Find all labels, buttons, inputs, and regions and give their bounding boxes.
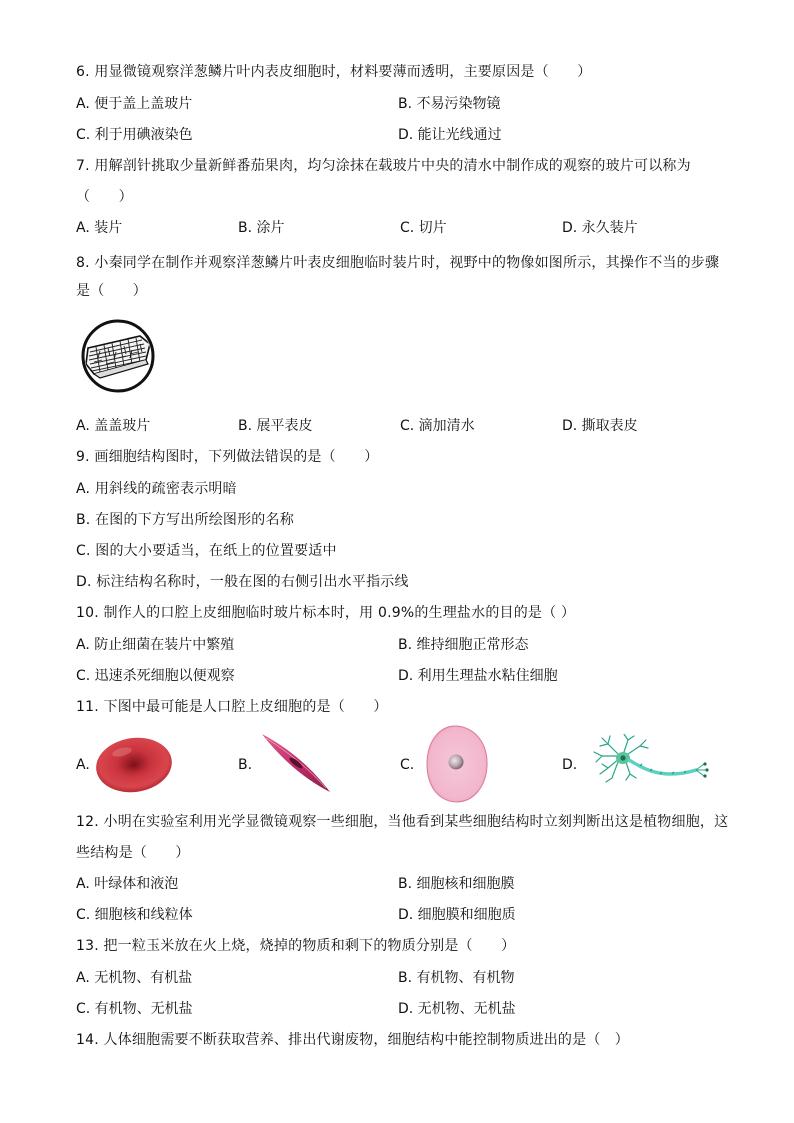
q7-option-a: A. 装片 xyxy=(76,220,123,236)
q7-option-b: B. 涂片 xyxy=(238,220,285,236)
q9-option-c: C. 图的大小要适当，在纸上的位置要适中 xyxy=(76,543,337,559)
q6-option-a: A. 便于盖上盖玻片 xyxy=(76,96,193,112)
q11-stem: 11. 下图中最可能是人口腔上皮细胞的是（ ） xyxy=(76,699,388,715)
q12-option-a: A. 叶绿体和液泡 xyxy=(76,876,179,892)
q7-stem-cont: （ ） xyxy=(76,189,133,205)
q11-option-a-label: A. xyxy=(76,757,90,773)
q11-oral-epithelial-cell-image xyxy=(424,724,490,804)
q11-option-d-label: D. xyxy=(562,757,578,773)
q9-option-d: D. 标注结构名称时，一般在图的右侧引出水平指示线 xyxy=(76,574,409,590)
q10-stem: 10. 制作人的口腔上皮细胞临时玻片标本时，用 0.9%的生理盐水的目的是（ ） xyxy=(76,605,576,621)
q10-option-a: A. 防止细菌在装片中繁殖 xyxy=(76,637,235,653)
q11-red-blood-cell-image xyxy=(92,734,176,796)
q11-neuron-image xyxy=(590,734,714,792)
q13-option-d: D. 无机物、无机盐 xyxy=(398,1001,516,1017)
q9-option-a: A. 用斜线的疏密表示明暗 xyxy=(76,481,237,497)
q8-microscope-view-figure xyxy=(80,318,158,394)
q7-option-c: C. 切片 xyxy=(400,220,447,236)
q8-option-d: D. 撕取表皮 xyxy=(562,418,638,434)
q8-stem: 8. 小秦同学在制作并观察洋葱鳞片叶表皮细胞临时装片时，视野中的物像如图所示，其操作不当的步骤 xyxy=(76,255,720,271)
q9-option-b: B. 在图的下方写出所绘图形的名称 xyxy=(76,512,294,528)
q11-option-c-label: C. xyxy=(400,757,415,773)
q6-option-d: D. 能让光线通过 xyxy=(398,127,502,143)
q8-option-b: B. 展平表皮 xyxy=(238,418,313,434)
q13-option-b: B. 有机物、有机物 xyxy=(398,970,515,986)
q9-stem: 9. 画细胞结构图时，下列做法错误的是（ ） xyxy=(76,449,379,465)
q12-option-d: D. 细胞膜和细胞质 xyxy=(398,907,516,923)
q6-option-b: B. 不易污染物镜 xyxy=(398,96,501,112)
q6-option-c: C. 利于用碘液染色 xyxy=(76,127,193,143)
q12-stem: 12. 小明在实验室利用光学显微镜观察一些细胞，当他看到某些细胞结构时立刻判断出这是植物细胞，这 xyxy=(76,814,729,830)
q7-option-d: D. 永久装片 xyxy=(562,220,638,236)
q8-option-a: A. 盖盖玻片 xyxy=(76,418,151,434)
q10-option-d: D. 利用生理盐水粘住细胞 xyxy=(398,668,558,684)
q13-option-c: C. 有机物、无机盐 xyxy=(76,1001,193,1017)
q14-stem: 14. 人体细胞需要不断获取营养、排出代谢废物，细胞结构中能控制物质进出的是（ ） xyxy=(76,1032,629,1048)
q7-stem: 7. 用解剖针挑取少量新鲜番茄果肉，均匀涂抹在载玻片中央的清水中制作成的观察的玻片可以称为 xyxy=(76,158,691,174)
q6-stem: 6. 用显微镜观察洋葱鳞片叶内表皮细胞时，材料要薄而透明，主要原因是（ ） xyxy=(76,64,592,80)
q12-option-c: C. 细胞核和线粒体 xyxy=(76,907,193,923)
q10-option-c: C. 迅速杀死细胞以便观察 xyxy=(76,668,235,684)
q8-option-c: C. 滴加清水 xyxy=(400,418,475,434)
q10-option-b: B. 维持细胞正常形态 xyxy=(398,637,529,653)
q12-option-b: B. 细胞核和细胞膜 xyxy=(398,876,515,892)
q13-option-a: A. 无机物、有机盐 xyxy=(76,970,193,986)
q8-stem-cont: 是（ ） xyxy=(76,283,147,299)
q12-stem-cont: 些结构是（ ） xyxy=(76,845,190,861)
q13-stem: 13. 把一粒玉米放在火上烧，烧掉的物质和剩下的物质分别是（ ） xyxy=(76,938,516,954)
q11-option-b-label: B. xyxy=(238,757,253,773)
q11-smooth-muscle-cell-image xyxy=(258,730,334,796)
